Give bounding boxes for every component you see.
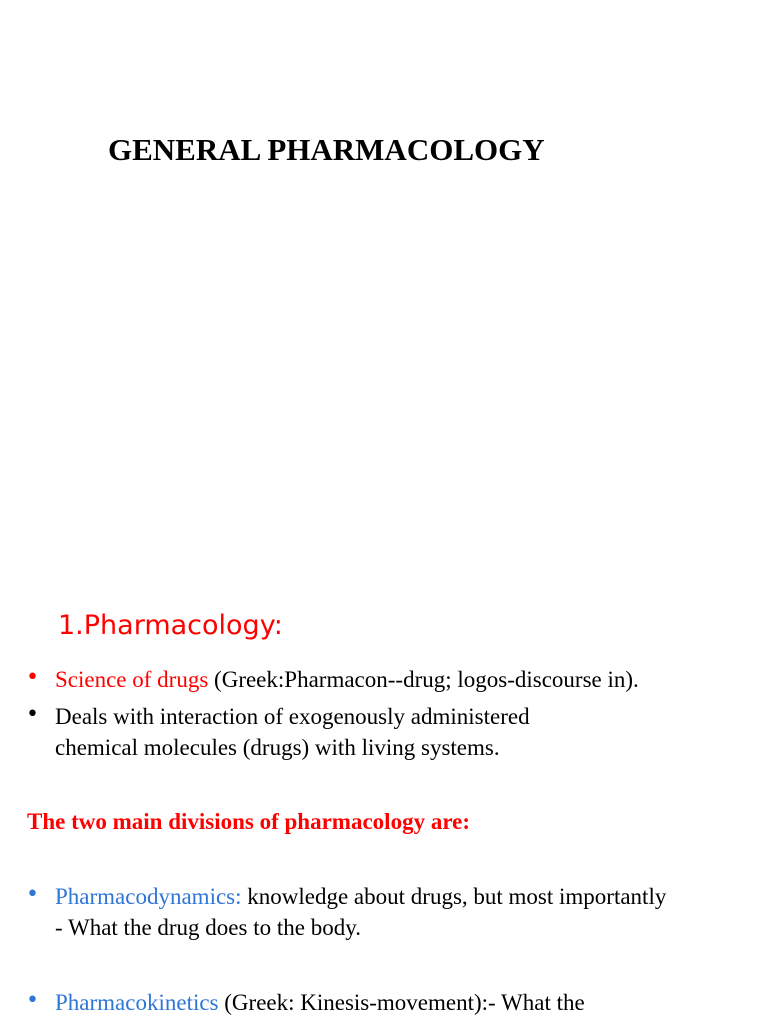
bullet-text (55, 664, 755, 695)
bullet-text (55, 701, 755, 763)
bullet-line: Deals with interaction of exogenously administered (55, 704, 530, 729)
bullet-line: chemical molecules (drugs) with living systems. (55, 735, 500, 760)
bullet-icon: • (26, 988, 39, 1013)
bullet-text (55, 987, 755, 1018)
document-title: GENERAL PHARMACOLOGY (108, 132, 545, 167)
bullet-text (55, 881, 755, 943)
definition-text: (Greek: Kinesis-movement):- What the (218, 990, 585, 1015)
bullet-icon: • (26, 882, 39, 907)
definition-text: knowledge about drugs, but most importantly (241, 884, 667, 909)
bullet-icon: • (26, 665, 39, 690)
definition-text-continued: - What the drug does to the body. (55, 915, 361, 940)
section-heading-pharmacology: 1.Pharmacology: (58, 610, 283, 641)
term-pharmacokinetics: Pharmacokinetics (55, 990, 219, 1015)
divisions-heading: The two main divisions of pharmacology are: (27, 809, 470, 834)
etymology-text: (Greek:Pharmacon--drug; logos-discourse in). (208, 667, 639, 692)
term-pharmacodynamics: Pharmacodynamics: (55, 884, 242, 909)
term-science-of-drugs: Science of drugs (55, 667, 209, 692)
bullet-icon: • (26, 702, 39, 727)
